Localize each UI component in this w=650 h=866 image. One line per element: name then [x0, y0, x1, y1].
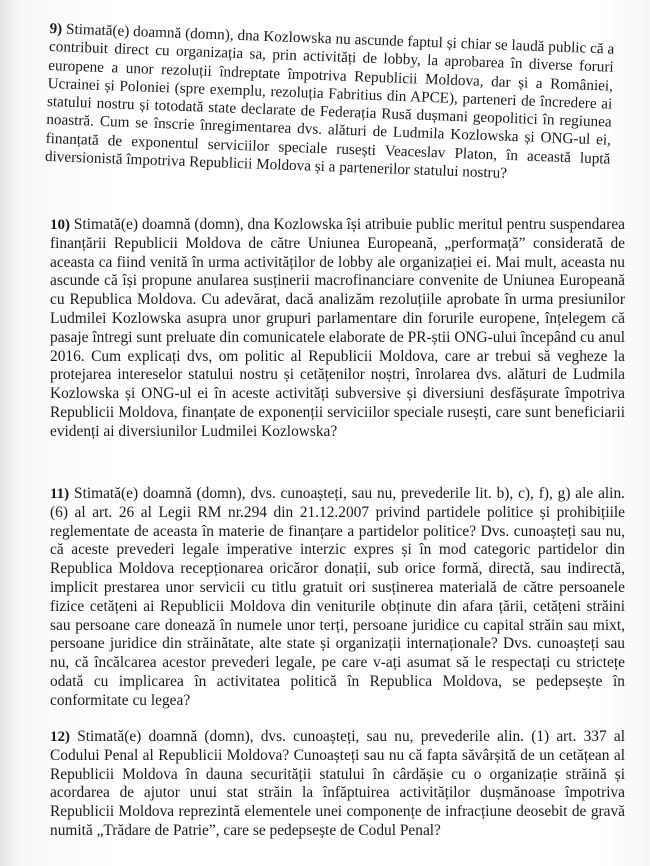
- question-12-text: [50, 728, 625, 841]
- question-9-body: Stimată(e) doamnă (domn), dna Kozlowska nu ascunde faptul și chiar se laudă public că a contribuit direct cu organizația sa, prin activități de lobby, la aprobarea în diverse foruri europene a unor rezoluții îndreptate împotriva Republicii Moldova, dar și a României, Ucrainei și Poloniei (spre exemplu, rezoluția Fabritius din APCE), parteneri de încredere ai statului nostru și totodată state declarate de Federația Rusă dușmani geopolitici în regiunea noastră. Cum se înscrie înregimentarea dvs. alături de Ludmila Kozlowska și ONG-ul ei, finanțată de exponentul serviciilor speciale rusești Veaceslav Platon, în această luptă diversionistă împotriva Republicii Moldova și a partenerilor statului nostru?: [44, 20, 615, 182]
- question-9-text: [45, 20, 615, 187]
- question-10-number: 10): [50, 217, 70, 233]
- page-edge-shadow: [0, 0, 18, 866]
- question-12-body: Stimată(e) doamnă (domn), dvs. cunoașteți, sau nu, prevederile alin. (1) art. 337 al Codului Penal al Republicii Moldova? Cunoașteți sau nu că fapta săvârșită de un cetățean al Republicii Moldova în dauna securității statului în cârdășie cu o organizație străină și acordarea de ajutor unui stat străin la înfăptuirea activităților dușmănoase împotriva Republicii Moldova reprezintă elementele unei componențe de infracțiune deosebit de gravă numită „Trădare de Patrie”, care se pedepsește de Codul Penal?: [50, 728, 625, 839]
- question-10-body: Stimată(e) doamnă (domn), dna Kozlowska își atribuie public meritul pentru suspendarea finanțării Republicii Moldova de către Uniunea Europeană, „performață” considerată de aceasta ca fiind venită în urma activităților de lobby ale organizației ei. Mai mult, aceasta nu ascunde că își propune anularea susținerii macrofinanciare convenite de Uniunea Europeană cu Republica Moldova. Cu adevărat, dacă analizăm rezoluțiile aprobate în urma presiunilor Ludmilei Kozlowska asupra unor grupuri parlamentare din forurile europene, înțelegem că pasaje întregi sunt preluate din comunicatele elaborate de PR-știi ONG-ului începând cu anul 2016. Cum explicați dvs, om politic al Republicii Moldova, care ar trebui să vegheze la protejarea intereselor statului nostru și cetățenilor noștri, înrolarea dvs. alături de Ludmila Kozlowska și ONG-ul ei în aceste activități subversive și diversiuni desfășurate împotriva Republicii Moldova, finanțate de exponenții serviciilor speciale rusești, care sunt beneficiarii evidenți ai diversiunilor Ludmilei Kozlowska?: [50, 216, 625, 440]
- question-11-number: 11): [50, 486, 70, 502]
- question-10-text: [50, 216, 625, 442]
- question-9-number: 9): [49, 20, 63, 38]
- question-12-number: 12): [50, 729, 70, 745]
- question-11-text: [50, 485, 625, 711]
- question-11-body: Stimată(e) doamnă (domn), dvs. cunoașteți, sau nu, prevederile lit. b), c), f), g) ale alin. (6) al art. 26 al Legii RM nr.294 din 21.12.2007 privind partidele politice și prohibițiile reglementate de aceasta în materie de finanțare a partidelor politice? Dvs. cunoașteți sau nu, că aceste prevederi legale imperative interzic expres și în mod categoric partidelor din Republica Moldova recepționarea oricăror donații, sub orice formă, directă, sau indirectă, implicit prestarea unor servicii cu titlu gratuit ori susținerea materială de către persoanele fizice cetățeni ai Republicii Moldova din veniturile obținute din afara țării, cetățeni străini sau persoane care donează în numele unor terți, persoane juridice cu capital străin sau mixt, persoane juridice din străinătate, alte state și organizații internaționale? Dvs. cunoașteți sau nu, că încălcarea acestor prevederi legale, pe care v-ați asumat să le respectați cu strictețe odată cu implicarea în activitatea politică în Republica Moldova, se pedepsește în conformitate cu legea?: [50, 485, 625, 709]
